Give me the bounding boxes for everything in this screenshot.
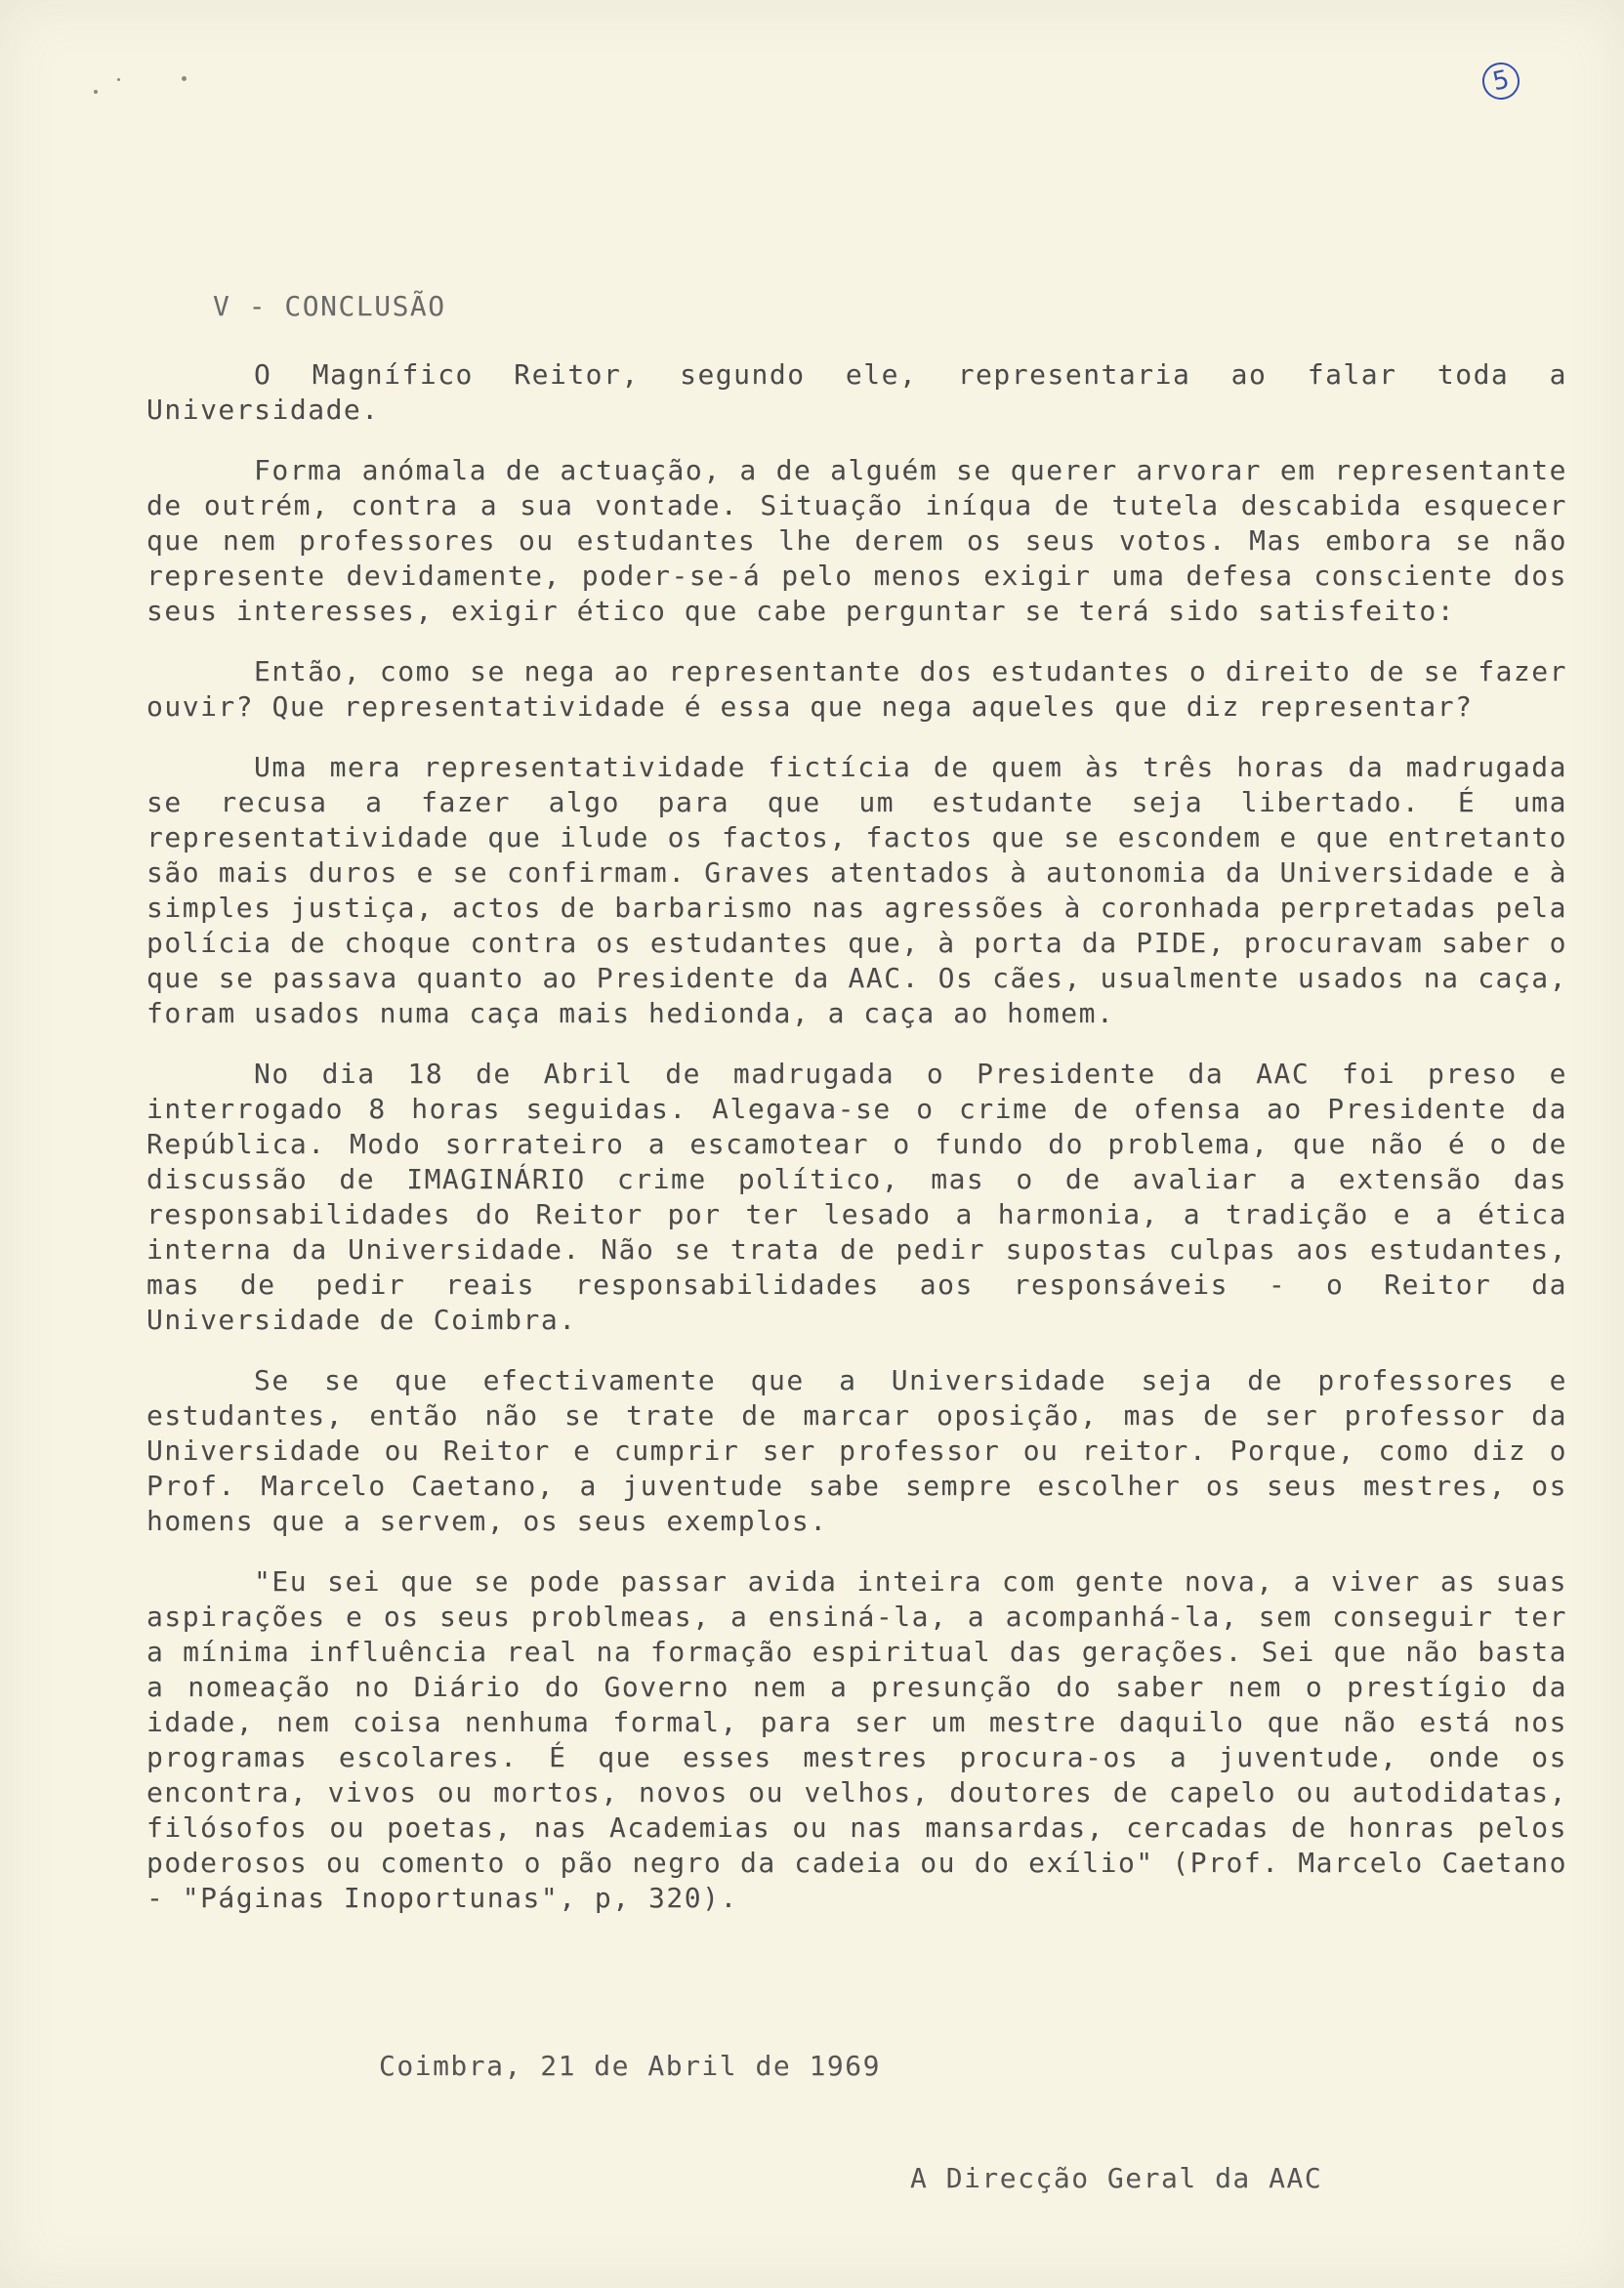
paragraph: Então, como se nega ao representante dos estudantes o direito de se fazer ouvir? Que representatividade é essa que nega aqueles que diz representar? [146,655,1567,723]
paragraph: No dia 18 de Abril de madrugada o Presidente da AAC foi preso e interrogado 8 horas seguidas. Alegava-se o crime de ofensa ao Presidente da República. Modo sorrateiro a escamotear o fundo do problema, que não é o de discussão de IMAGINÁRIO crime político, mas o de avaliar a extensão das responsabilidades do Reitor por ter lesado a harmonia, a tradição e a ética interna da Universidade. Não se trata de pedir supostas culpas aos estudantes, mas de pedir reais responsabilidades aos responsáveis - o Reitor da Universidade de Coimbra. [146,1058,1567,1336]
document-body [146,357,1567,1941]
paragraph: Uma mera representatividade fictícia de quem às três horas da madrugada se recusa a fazer algo para que um estudante seja libertado. É uma representatividade que ilude os factos, factos que se escondem e que entretanto são mais duros e se confirmam. Graves atentados à autonomia da Universidade e à simples justiça, actos de barbarismo nas agressões à coronhada perpretadas pela polícia de choque contra os estudantes que, à porta da PIDE, procuravam saber o que se passava quanto ao Presidente da AAC. Os cães, usualmente usados na caça, foram usados numa caça mais hedionda, a caça ao homem. [146,751,1567,1029]
place-and-date: Coimbra, 21 de Abril de 1969 [379,2050,882,2082]
section-heading: V - CONCLUSÃO [213,290,446,322]
ink-speck [94,90,98,94]
paragraph: O Magnífico Reitor, segundo ele, representaria ao falar toda a Universidade. [146,358,1567,426]
paragraph: Se se que efectivamente que a Universidade seja de professores e estudantes, então não se trate de marcar oposição, mas de ser professor da Universidade ou Reitor e cumprir ser professor ou reitor. Porque, como diz o Prof. Marcelo Caetano, a juventude sabe sempre escolher os seus mestres, os homens que a servem, os seus exemplos. [146,1364,1567,1537]
paragraph: "Eu sei que se pode passar avida inteira com gente nova, a viver as suas aspirações e os seus problmeas, a ensiná-la, a acompanhá-la, sem conseguir ter a mínima influência real na formação espiritual das gerações. Sei que não basta a nomeação no Diário do Governo nem a presunção do saber nem o prestígio da idade, nem coisa nenhuma formal, para ser um mestre daquilo que não está nos programas escolares. É que esses mestres procura-os a juventude, onde os encontra, vivos ou mortos, novos ou velhos, doutores de capelo ou autodidatas, filósofos ou poetas, nas Academias ou nas mansardas, cercadas de honras pelos poderosos ou comento o pão negro da cadeia ou do exílio" (Prof. Marcelo Caetano - "Páginas Inoportunas", p, 320). [146,1565,1567,1914]
paragraph: Forma anómala de actuação, a de alguém se querer arvorar em representante de outrém, contra a sua vontade. Situação iníqua de tutela descabida esquecer que nem professores ou estudantes lhe derem os seus votos. Mas embora se não represente devidamente, poder-se-á pelo menos exigir uma defesa consciente dos seus interesses, exigir ético que cabe perguntar se terá sido satisfeito: [146,454,1567,627]
ink-speck [117,78,120,81]
ink-speck [182,76,187,81]
signature-line: A Direcção Geral da AAC [910,2162,1323,2194]
page-number-stamp: 5 [1478,59,1522,103]
